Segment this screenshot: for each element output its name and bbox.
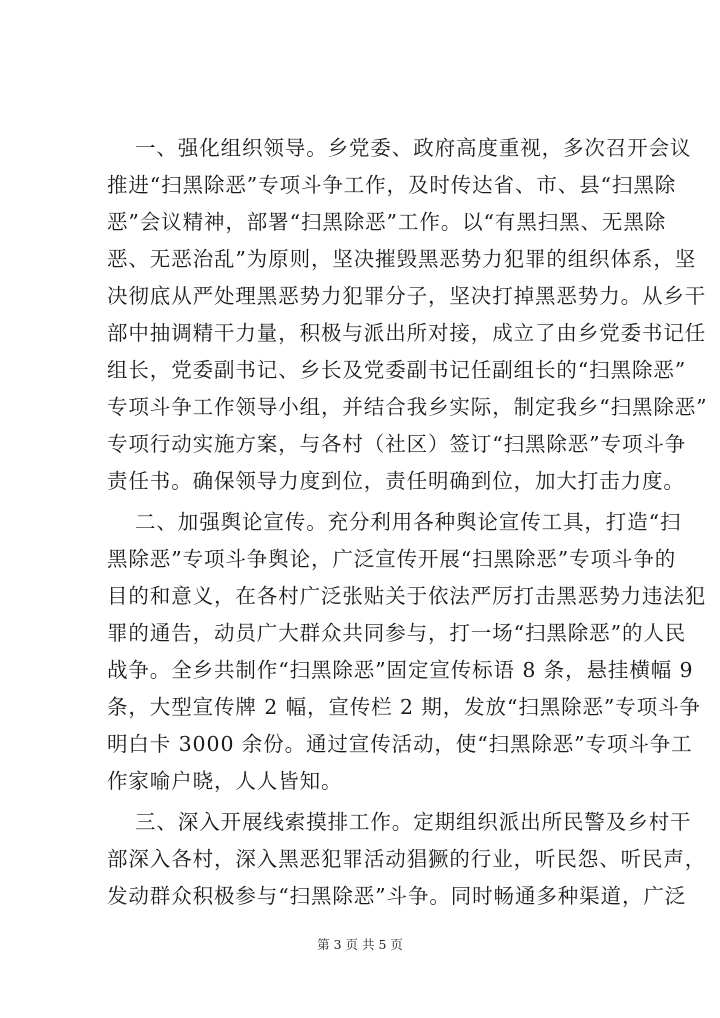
text-line: 部中抽调精干力量，积极与派出所对接，成立了由乡党委书记任 [107, 321, 707, 345]
text-line: 组长，党委副书记、乡长及党委副书记任副组长的“扫黑除恶” [107, 358, 687, 382]
text-line: 专项斗争工作领导小组，并结合我乡实际，制定我乡“扫黑除恶” [107, 395, 708, 419]
text-line: 明白卡 3000 余份。通过宣传活动，使“扫黑除恶”专项斗争工 [107, 732, 693, 756]
text-line: 条，大型宣传牌 2 幅，宣传栏 2 期，发放“扫黑除恶”专项斗争 [107, 695, 701, 719]
text-line: 三、深入开展线索摸排工作。定期组织派出所民警及乡村干 [135, 810, 692, 834]
text-line: 恶”会议精神，部署“扫黑除恶”工作。以“有黑扫黑、无黑除 [107, 210, 667, 234]
document-body [107, 130, 708, 915]
text-line: 发动群众积极参与“扫黑除恶”斗争。同时畅通多种渠道，广泛 [107, 884, 687, 908]
text-line: 责任书。确保领导力度到位，责任明确到位，加大打击力度。 [107, 469, 685, 493]
text-line: 二、加强舆论宣传。充分利用各种舆论宣传工具，打造“扫 [135, 510, 682, 534]
text-line: 黑除恶”专项斗争舆论，广泛宣传开展“扫黑除恶”专项斗争的 [107, 547, 677, 571]
paragraph-clue-investigation [107, 804, 707, 915]
text-line: 一、强化组织领导。乡党委、政府高度重视，多次召开会议 [135, 136, 692, 160]
text-line: 部深入各村，深入黑恶犯罪活动猖獗的行业，听民怨、听民声， [107, 847, 707, 871]
text-line: 目的和意义，在各村广泛张贴关于依法严厉打击黑恶势力违法犯 [107, 584, 707, 608]
paragraph-public-opinion [107, 504, 707, 800]
text-line: 战争。全乡共制作“扫黑除恶”固定宣传标语 8 条，悬挂横幅 9 [107, 658, 694, 682]
paragraph-organization-leadership [107, 130, 708, 500]
text-line: 作家喻户晓，人人皆知。 [107, 769, 343, 793]
text-line: 推进“扫黑除恶”专项斗争工作，及时传达省、市、县“扫黑除 [107, 173, 677, 197]
text-line: 专项行动实施方案，与各村（社区）签订“扫黑除恶”专项斗争 [107, 432, 687, 456]
text-line: 决彻底从严处理黑恶势力犯罪分子，坚决打掉黑恶势力。从乡干 [107, 284, 707, 308]
page-number-footer: 第 3 页 共 5 页 [317, 937, 403, 952]
text-line: 恶、无恶治乱”为原则，坚决摧毁黑恶势力犯罪的组织体系，坚 [107, 247, 697, 271]
text-line: 罪的通告，动员广大群众共同参与，打一场“扫黑除恶”的人民 [107, 621, 687, 645]
